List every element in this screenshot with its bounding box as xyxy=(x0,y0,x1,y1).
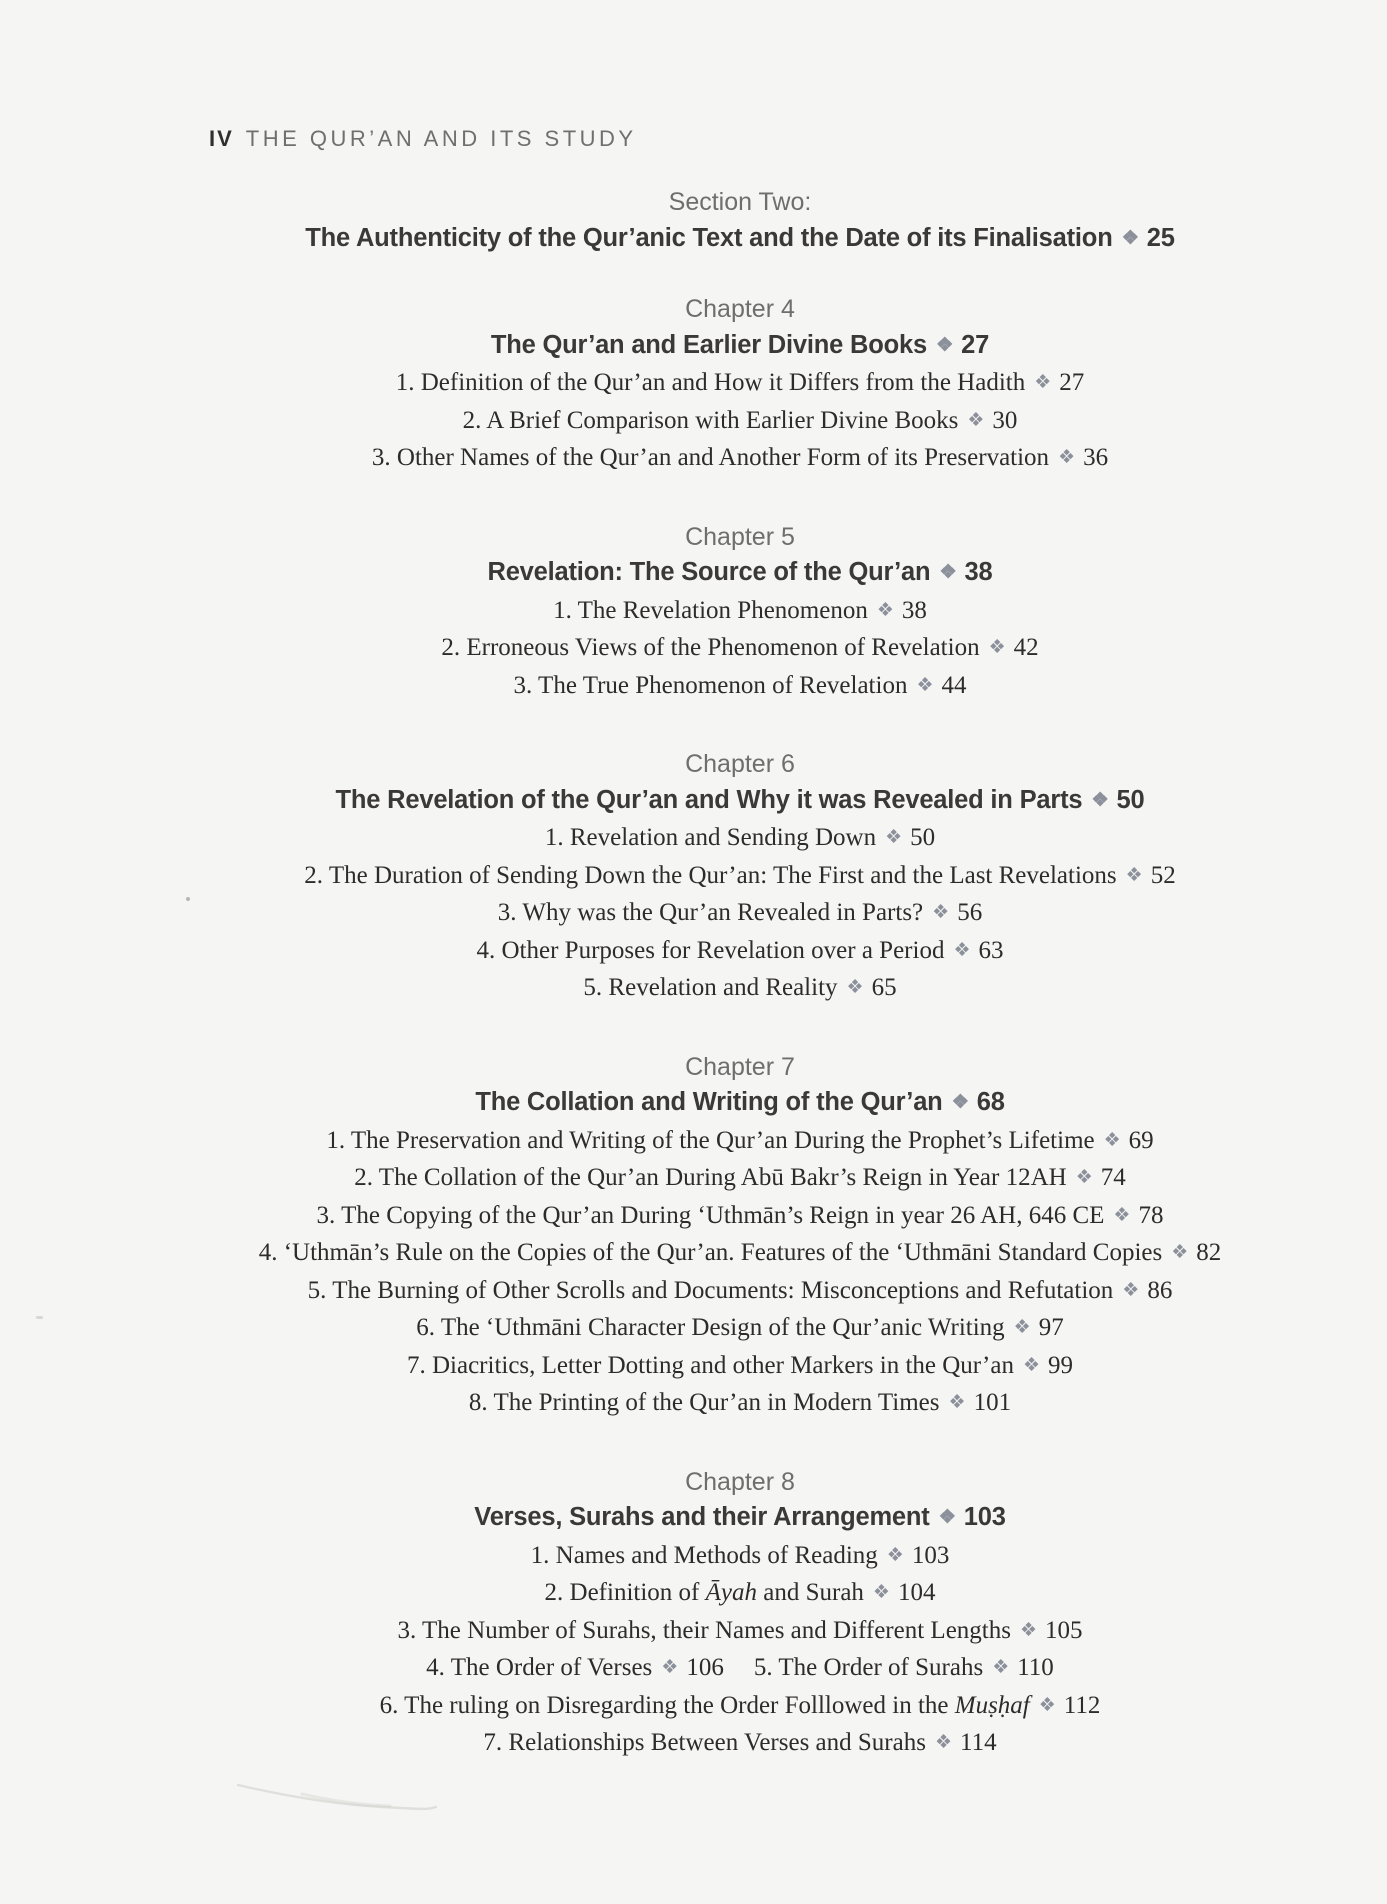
toc-line xyxy=(146,1650,1334,1688)
ornament-icon: ❖ xyxy=(1058,447,1076,468)
toc-entry-page: 78 xyxy=(1138,1201,1164,1229)
chapter-page-number: 27 xyxy=(961,330,990,359)
toc-line xyxy=(146,1123,1334,1161)
toc-entry xyxy=(754,1654,1054,1681)
toc-entry xyxy=(441,634,1038,661)
toc-entry-text: 2. Erroneous Views of the Phenomenon of Revelation xyxy=(441,634,980,661)
toc-entry-page: 105 xyxy=(1045,1616,1083,1644)
toc-entry-page: 86 xyxy=(1147,1276,1173,1304)
chapter-label: Chapter 7 xyxy=(685,1052,795,1081)
toc-entry-text: 1. Revelation and Sending Down xyxy=(544,824,877,851)
toc-line xyxy=(146,820,1334,858)
toc-content xyxy=(146,185,1334,1763)
toc-entry-text: 4. ‘Uthmān’s Rule on the Copies of the Qur’an. Features of the ‘Uthmāni Standard Copies xyxy=(258,1239,1163,1266)
toc-line xyxy=(146,933,1334,971)
toc-entry xyxy=(396,369,1085,396)
ornament-icon: ❖ xyxy=(1113,1204,1131,1226)
ornament-icon: ❖ xyxy=(1034,372,1052,393)
toc-entry-page: 36 xyxy=(1083,444,1109,471)
chapter-block xyxy=(146,292,1334,478)
ornament-icon: ❖ xyxy=(1038,1694,1056,1716)
ornament-icon: ❖ xyxy=(967,409,985,431)
toc-entry-text: 2. A Brief Comparison with Earlier Divine Books xyxy=(462,406,959,434)
toc-entry-page: 101 xyxy=(973,1389,1012,1416)
toc-line xyxy=(146,1538,1334,1576)
toc-entry xyxy=(463,407,1018,434)
toc-entry-page: 44 xyxy=(941,671,967,699)
ornament-icon: ❖ xyxy=(948,1392,966,1413)
toc-line xyxy=(146,630,1334,668)
toc-entry xyxy=(308,1277,1173,1304)
ornament-icon: ❖ xyxy=(935,333,954,356)
ornament-icon: ❖ xyxy=(992,1657,1010,1678)
toc-entry-text: 2. The Collation of the Qur’an During Abū Bakr’s Reign in Year 12AH xyxy=(354,1164,1067,1191)
ink-speck-artifact xyxy=(186,897,190,901)
toc-entry xyxy=(514,672,967,699)
toc-line xyxy=(146,1575,1334,1613)
ornament-icon: ❖ xyxy=(1103,1129,1121,1151)
chapter-label: Chapter 8 xyxy=(685,1467,795,1496)
toc-line xyxy=(146,895,1334,933)
toc-entry-page: 27 xyxy=(1059,369,1085,396)
ornament-icon: ❖ xyxy=(916,674,934,696)
toc-entry-page: 99 xyxy=(1048,1351,1074,1379)
chapter-title-text: Revelation: The Source of the Qur’an xyxy=(487,558,931,586)
ornament-icon: ❖ xyxy=(934,1732,952,1753)
toc-entry xyxy=(326,1127,1153,1154)
toc-entry-page: 97 xyxy=(1038,1314,1064,1341)
toc-entry-text: 5. Revelation and Reality xyxy=(583,974,838,1001)
toc-entry-text: 7. Diacritics, Letter Dotting and other Markers in the Qur’an xyxy=(406,1351,1014,1379)
ornament-icon: ❖ xyxy=(1121,226,1139,249)
ornament-icon: ❖ xyxy=(1125,864,1143,886)
toc-entry-page: 65 xyxy=(871,974,897,1001)
chapter-page-number: 50 xyxy=(1116,785,1145,814)
toc-entry xyxy=(477,937,1004,964)
toc-line xyxy=(146,1613,1334,1651)
folio-number: IV xyxy=(209,126,234,151)
ornament-icon: ❖ xyxy=(932,902,950,923)
toc-entry-text: 1. The Preservation and Writing of the Qur’an During the Prophet’s Lifetime xyxy=(326,1126,1095,1154)
toc-entry xyxy=(259,1239,1222,1266)
ornament-icon: ❖ xyxy=(1022,1354,1041,1376)
toc-entry-text: 3. Why was the Qur’an Revealed in Parts? xyxy=(497,899,924,926)
ornament-icon: ❖ xyxy=(951,1091,969,1113)
toc-entry xyxy=(397,1617,1082,1644)
toc-entry xyxy=(416,1314,1063,1341)
chapter-label: Chapter 5 xyxy=(685,522,795,551)
toc-entry-page: 63 xyxy=(978,936,1004,964)
toc-line xyxy=(146,1725,1334,1763)
toc-entry xyxy=(380,1692,1101,1719)
toc-entry-text: 3. The Copying of the Qur’an During ‘Uthmān’s Reign in year 26 AH, 646 CE xyxy=(316,1201,1105,1229)
toc-line xyxy=(146,403,1334,441)
toc-entry-text: 1. Definition of the Qur’an and How it Differs from the Hadith xyxy=(395,369,1026,396)
toc-entry xyxy=(498,899,982,926)
toc-entry-page: 52 xyxy=(1150,861,1176,889)
chapter-title xyxy=(146,1085,1334,1123)
ornament-icon: ❖ xyxy=(661,1657,679,1678)
toc-entry-text: 8. The Printing of the Qur’an in Modern Times xyxy=(468,1389,940,1416)
ornament-icon: ❖ xyxy=(953,939,971,961)
ornament-icon: ❖ xyxy=(872,1582,890,1603)
ornament-icon: ❖ xyxy=(885,827,903,848)
toc-entry-text: 7. Relationships Between Verses and Surahs xyxy=(483,1729,926,1756)
running-title: THE QUR’AN AND ITS STUDY xyxy=(245,126,637,151)
toc-entry xyxy=(531,1542,950,1569)
chapter-title-text: Verses, Surahs and their Arrangement xyxy=(474,1503,930,1531)
toc-entry xyxy=(483,1729,996,1756)
toc-entry-page: 82 xyxy=(1196,1239,1222,1266)
toc-entry-page: 112 xyxy=(1063,1691,1101,1719)
chapter-title-text: The Revelation of the Qur’an and Why it was Revealed in Parts xyxy=(335,785,1083,814)
chapter-page-number: 68 xyxy=(976,1088,1005,1116)
toc-entry xyxy=(304,862,1175,889)
toc-entry-page: 30 xyxy=(992,406,1018,434)
toc-entry-text: 4. Other Purposes for Revelation over a Period xyxy=(476,936,945,964)
toc-entry-text: 3. The True Phenomenon of Revelation xyxy=(513,671,908,699)
toc-entry xyxy=(583,974,896,1001)
ornament-icon: ❖ xyxy=(846,977,864,998)
chapter-title xyxy=(146,328,1334,366)
section-title-text: The Authenticity of the Qur’anic Text and the Date of its Finalisation xyxy=(305,223,1113,252)
ornament-icon: ❖ xyxy=(939,561,957,583)
toc-entry-text: 1. The Revelation Phenomenon xyxy=(553,596,868,624)
toc-entry-page: 110 xyxy=(1017,1654,1054,1681)
ornament-icon: ❖ xyxy=(938,1506,956,1528)
chapter-title-text: The Qur’an and Earlier Divine Books xyxy=(490,330,927,359)
ornament-icon: ❖ xyxy=(988,637,1006,658)
toc-entry-page: 106 xyxy=(686,1654,724,1681)
ornament-icon: ❖ xyxy=(886,1544,904,1566)
toc-entry-text: 5. The Burning of Other Scrolls and Documents: Misconceptions and Refutation xyxy=(307,1276,1114,1304)
toc-entry-page: 42 xyxy=(1013,634,1039,661)
toc-entry-text: 2. Definition of Āyah and Surah xyxy=(544,1579,864,1606)
toc-entry-text: 1. Names and Methods of Reading xyxy=(530,1541,878,1569)
toc-entry xyxy=(426,1654,724,1681)
toc-entry xyxy=(469,1389,1011,1416)
toc-line xyxy=(146,1198,1334,1236)
toc-entry-text: 6. The ruling on Disregarding the Order Folllowed in the Muṣḥaf xyxy=(379,1691,1030,1719)
toc-line xyxy=(146,1235,1334,1273)
chapter-title xyxy=(146,783,1334,821)
toc-entry xyxy=(407,1352,1073,1379)
toc-line xyxy=(146,1310,1334,1348)
chapter-page-number: 38 xyxy=(964,558,993,586)
section-page-number: 25 xyxy=(1146,223,1175,252)
ornament-icon: ❖ xyxy=(1019,1619,1038,1641)
chapter-block xyxy=(146,1050,1334,1423)
toc-line xyxy=(146,1160,1334,1198)
toc-entry xyxy=(545,824,935,851)
toc-entry-text: 6. The ‘Uthmāni Character Design of the Qur’anic Writing xyxy=(416,1314,1005,1341)
toc-line xyxy=(146,365,1334,403)
chapter-block xyxy=(146,747,1334,1008)
section-title xyxy=(146,221,1334,259)
toc-line xyxy=(146,1273,1334,1311)
ornament-icon: ❖ xyxy=(876,599,894,621)
toc-line xyxy=(146,593,1334,631)
toc-entry-page: 69 xyxy=(1128,1126,1154,1154)
toc-line xyxy=(146,440,1334,478)
toc-entry-text: 3. Other Names of the Qur’an and Another Form of its Preservation xyxy=(371,444,1050,471)
ornament-icon: ❖ xyxy=(1122,1279,1140,1301)
toc-entry-text: 3. The Number of Surahs, their Names and Different Lengths xyxy=(397,1616,1011,1644)
ornament-icon: ❖ xyxy=(1075,1167,1093,1188)
toc-entry-text: 4. The Order of Verses xyxy=(426,1654,653,1681)
margin-mark-artifact xyxy=(36,1316,43,1319)
toc-line xyxy=(146,1348,1334,1386)
chapter-label: Chapter 6 xyxy=(685,750,795,778)
section-heading xyxy=(146,185,1334,258)
toc-entry xyxy=(317,1202,1164,1229)
section-label: Section Two: xyxy=(668,188,812,216)
toc-entry-page: 50 xyxy=(910,824,936,851)
chapter-title xyxy=(146,1500,1334,1538)
toc-line xyxy=(146,970,1334,1008)
ornament-icon: ❖ xyxy=(1091,788,1109,811)
toc-line xyxy=(146,1385,1334,1423)
toc-entry-page: 74 xyxy=(1100,1164,1126,1191)
toc-entry xyxy=(354,1164,1125,1191)
chapter-label: Chapter 4 xyxy=(685,295,795,323)
toc-entry-page: 103 xyxy=(911,1541,950,1569)
chapter-title xyxy=(146,555,1334,593)
toc-line xyxy=(146,1688,1334,1726)
toc-entry-text: 2. The Duration of Sending Down the Qur’an: The First and the Last Revelations xyxy=(304,861,1117,889)
chapter-title-text: The Collation and Writing of the Qur’an xyxy=(475,1088,943,1116)
running-header xyxy=(209,126,637,152)
ornament-icon: ❖ xyxy=(1013,1317,1031,1338)
pencil-smudge-artifact xyxy=(232,1776,442,1818)
chapter-block xyxy=(146,520,1334,706)
chapter-block xyxy=(146,1465,1334,1763)
toc-entry xyxy=(545,1579,936,1606)
toc-entry-page: 56 xyxy=(957,899,983,926)
toc-entry-page: 104 xyxy=(897,1579,936,1606)
toc-line xyxy=(146,668,1334,706)
toc-entry-page: 38 xyxy=(901,596,927,624)
chapter-page-number: 103 xyxy=(963,1503,1006,1531)
toc-entry-page: 114 xyxy=(960,1729,997,1756)
toc-entry xyxy=(553,597,927,624)
toc-entry xyxy=(372,444,1108,471)
ornament-icon: ❖ xyxy=(1171,1242,1189,1263)
toc-line xyxy=(146,858,1334,896)
toc-entry-text: 5. The Order of Surahs xyxy=(753,1654,984,1681)
chapters xyxy=(146,292,1334,1763)
